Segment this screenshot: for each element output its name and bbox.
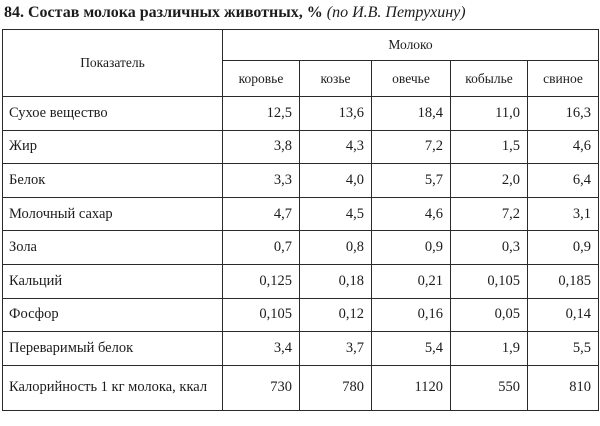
table-cell: 0,16 [372,298,451,332]
table-cell: 3,7 [300,332,372,366]
table-cell: 0,185 [528,264,599,298]
table-cell: 4,7 [223,197,300,231]
milk-composition-table [2,29,599,411]
table-row-phosphorus [3,298,599,332]
column-header-pig: свиное [528,61,599,97]
row-label: Белок [3,164,223,198]
table-number: 84. [4,4,24,21]
table-cell: 5,7 [372,164,451,198]
table-cell: 0,05 [451,298,528,332]
table-cell: 550 [451,365,528,410]
table-cell: 780 [300,365,372,410]
table-cell: 0,14 [528,298,599,332]
table-cell: 5,5 [528,332,599,366]
table-cell: 0,3 [451,231,528,265]
table-cell: 6,4 [528,164,599,198]
column-header-cow: коровье [223,61,300,97]
column-header-mare: кобылье [451,61,528,97]
table-cell: 0,7 [223,231,300,265]
table-cell: 810 [528,365,599,410]
table-cell: 730 [223,365,300,410]
table-cell: 0,125 [223,264,300,298]
table-cell: 0,105 [451,264,528,298]
row-label: Молочный сахар [3,197,223,231]
table-cell: 3,3 [223,164,300,198]
column-header-sheep: овечье [372,61,451,97]
table-title-text: Состав молока различных животных, % [28,4,323,21]
table-row-dry-matter [3,97,599,131]
table-cell: 3,4 [223,332,300,366]
table-cell: 1,5 [451,130,528,164]
table-cell: 4,5 [300,197,372,231]
table-row-digestible-protein [3,332,599,366]
table-row-fat [3,130,599,164]
row-label: Зола [3,231,223,265]
table-cell: 16,3 [528,97,599,131]
table-row-ash [3,231,599,265]
table-cell: 5,4 [372,332,451,366]
table-cell: 0,8 [300,231,372,265]
table-cell: 4,6 [528,130,599,164]
table-cell: 0,18 [300,264,372,298]
table-cell: 1120 [372,365,451,410]
table-cell: 3,8 [223,130,300,164]
table-row-calories [3,365,599,410]
table-cell: 12,5 [223,97,300,131]
table-cell: 18,4 [372,97,451,131]
table-row-lactose [3,197,599,231]
table-title [4,2,598,24]
row-label: Сухое вещество [3,97,223,131]
column-header-goat: козье [300,61,372,97]
table-cell: 4,3 [300,130,372,164]
table-cell: 0,21 [372,264,451,298]
table-cell: 0,12 [300,298,372,332]
table-cell: 7,2 [451,197,528,231]
table-source: (по И.В. Петрухину) [326,4,466,21]
indicator-header: Показатель [3,30,223,97]
table-cell: 0,9 [528,231,599,265]
milk-group-header: Молоко [223,30,599,61]
table-cell: 4,0 [300,164,372,198]
table-cell: 0,105 [223,298,300,332]
row-label: Переваримый белок [3,332,223,366]
table-cell: 11,0 [451,97,528,131]
table-cell: 3,1 [528,197,599,231]
row-label: Фосфор [3,298,223,332]
table-cell: 4,6 [372,197,451,231]
table-cell: 0,9 [372,231,451,265]
table-row-protein [3,164,599,198]
table-cell: 13,6 [300,97,372,131]
row-label: Кальций [3,264,223,298]
table-cell: 1,9 [451,332,528,366]
row-label: Жир [3,130,223,164]
row-label: Калорийность 1 кг молока, ккал [3,365,223,410]
table-row-calcium [3,264,599,298]
table-cell: 7,2 [372,130,451,164]
table-cell: 2,0 [451,164,528,198]
